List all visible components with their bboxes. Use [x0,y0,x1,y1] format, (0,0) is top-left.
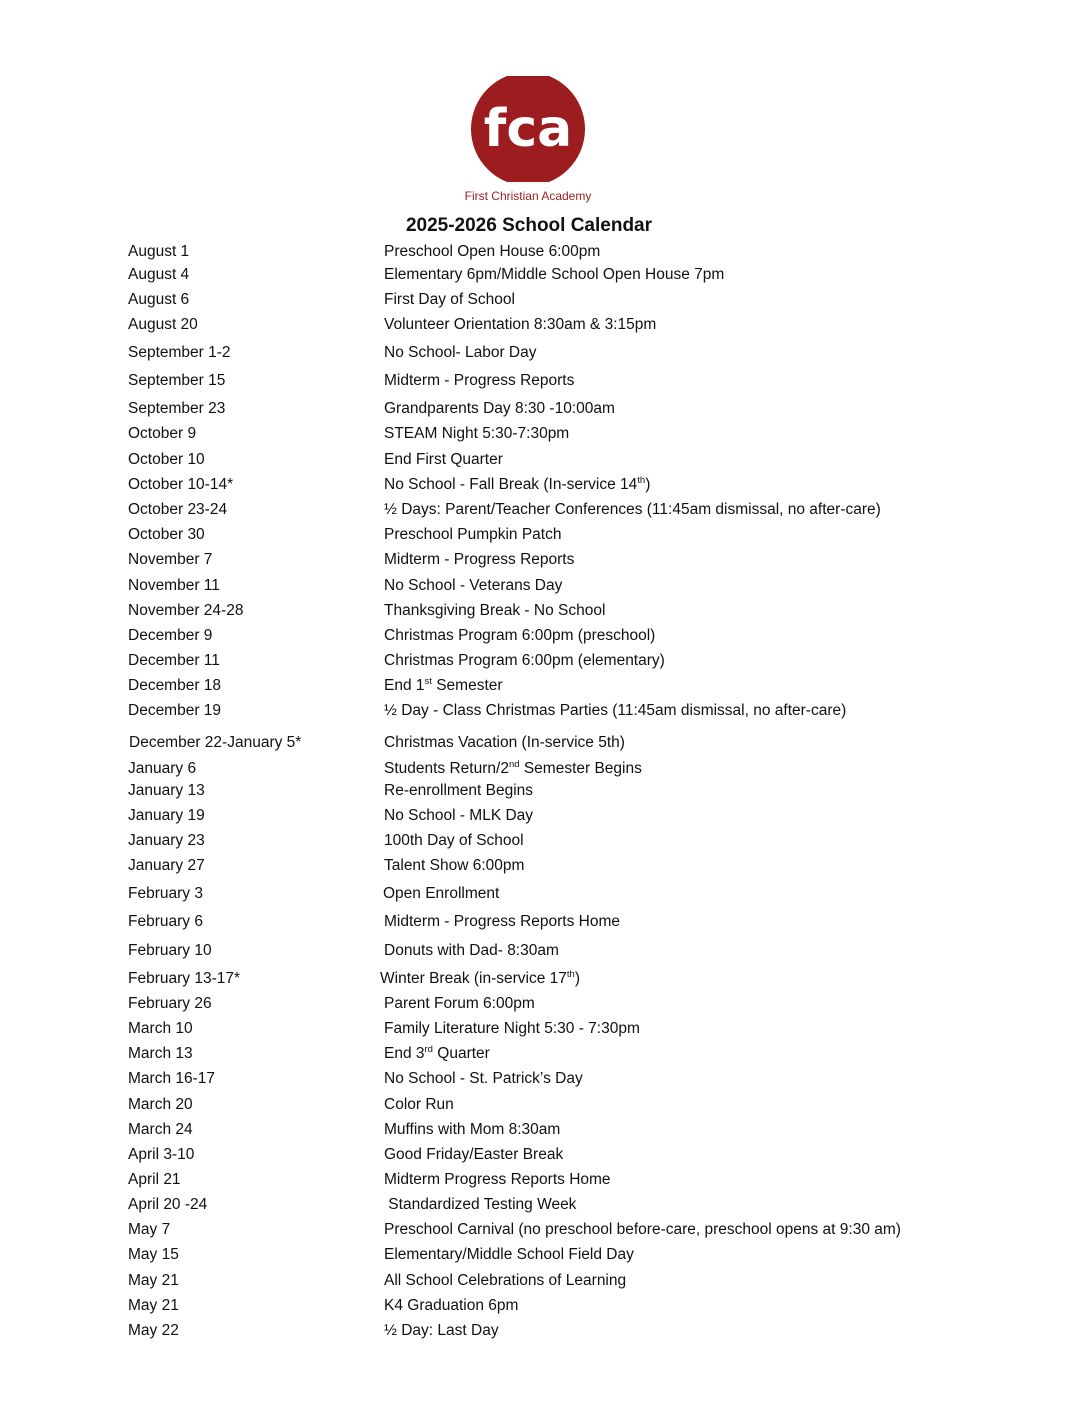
event-text-tail: ) [574,970,581,987]
event-description [384,474,650,496]
event-date: December 22-January 5* [129,734,302,751]
event-date: May 22 [128,1322,179,1339]
event-date: October 23-24 [128,501,228,518]
event-text: End 1 [384,677,425,694]
event-text: Volunteer Orientation 8:30am & 3:15pm [384,316,657,333]
event-text: Christmas Vacation (In-service 5th) [384,734,625,751]
event-date: December 18 [128,677,222,694]
event-ordinal-suffix: nd [508,759,520,770]
event-text: Grandparents Day 8:30 -10:00am [384,400,615,417]
event-description [384,241,600,263]
event-text: Winter Break (in-service 17 [380,970,567,987]
event-date: March 24 [128,1121,193,1138]
calendar-row [0,423,1088,445]
event-date: April 3-10 [128,1146,195,1163]
event-date: May 21 [128,1297,179,1314]
calendar-row [0,264,1088,286]
event-description [384,314,656,336]
event-description [384,499,881,521]
event-text: First Day of School [384,291,515,308]
event-text: No School - St. Patrick’s Day [384,1070,583,1087]
event-date: September 1-2 [128,344,231,361]
calendar-row [0,1219,1088,1241]
event-description [384,342,537,364]
event-date: October 9 [128,425,197,442]
event-text: Family Literature Night 5:30 - 7:30pm [384,1020,640,1037]
event-text: 100th Day of School [384,832,524,849]
event-description [384,625,655,647]
event-description [384,940,559,962]
event-date: January 13 [128,782,205,799]
calendar-row [0,780,1088,802]
calendar-row [0,758,1088,780]
event-date: October 10-14* [128,476,234,493]
event-ordinal-suffix: rd [424,1044,433,1055]
event-text: Students Return/2 [384,760,509,777]
event-text: Donuts with Dad- 8:30am [384,942,559,959]
event-date: February 26 [128,995,212,1012]
calendar-row [0,625,1088,647]
event-text: End First Quarter [384,451,503,468]
event-description [384,423,569,445]
event-text: ½ Day - Class Christmas Parties (11:45am dismissal, no after-care) [384,702,847,719]
event-text: Standardized Testing Week [384,1196,577,1213]
event-text: All School Celebrations of Learning [384,1272,627,1289]
calendar-row [0,289,1088,311]
calendar-row [0,1270,1088,1292]
event-description [384,449,503,471]
event-date: October 10 [128,451,205,468]
event-date: August 20 [128,316,198,333]
calendar-row [0,314,1088,336]
calendar-row [0,650,1088,672]
event-description [384,675,503,697]
event-date: December 9 [128,627,213,644]
event-text: Midterm Progress Reports Home [384,1171,611,1188]
event-text: Christmas Program 6:00pm (preschool) [384,627,656,644]
event-text: No School - Fall Break (In-service 14 [384,476,638,493]
event-date: August 1 [128,243,190,260]
event-description [384,289,515,311]
calendar-row [0,370,1088,392]
event-text: No School - MLK Day [384,807,534,824]
calendar-row [0,911,1088,933]
calendar-row [0,1043,1088,1065]
calendar-row [0,241,1088,263]
event-ordinal-suffix: st [424,676,432,687]
event-date: May 7 [128,1221,171,1238]
event-date: January 6 [128,760,197,777]
event-ordinal-suffix: th [637,475,646,486]
event-date: August 6 [128,291,190,308]
event-date: February 3 [128,885,203,902]
event-description [384,600,605,622]
event-description [384,650,665,672]
event-description [384,830,524,852]
event-date: March 10 [128,1020,193,1037]
event-text: STEAM Night 5:30-7:30pm [384,425,570,442]
calendar-row [0,1144,1088,1166]
event-text: Thanksgiving Break - No School [384,602,606,619]
calendar-row [0,855,1088,877]
event-description [384,1144,563,1166]
calendar-row [0,1018,1088,1040]
event-text: Elementary/Middle School Field Day [384,1246,634,1263]
event-description [384,1094,454,1116]
event-description [384,758,642,780]
calendar-row [0,675,1088,697]
event-text: Preschool Carnival (no preschool before-care, preschool opens at 9:30 am) [384,1221,901,1238]
event-date: January 23 [128,832,205,849]
event-text-tail: Semester Begins [519,760,642,777]
calendar-row [0,700,1088,722]
event-date: March 20 [128,1096,193,1113]
event-description [384,398,615,420]
event-description [384,780,533,802]
event-date: August 4 [128,266,190,283]
calendar-row [0,993,1088,1015]
event-description [384,1219,901,1241]
event-date: February 10 [128,942,212,959]
event-description [384,1320,499,1342]
event-description [384,1295,518,1317]
event-description [384,700,846,722]
calendar-row [0,474,1088,496]
event-text: No School - Veterans Day [384,577,563,594]
event-date: April 20 -24 [128,1196,208,1213]
calendar-row [0,1320,1088,1342]
event-description [384,805,533,827]
event-text: Christmas Program 6:00pm (elementary) [384,652,665,669]
calendar-row [0,1094,1088,1116]
event-description [384,732,625,754]
event-description [384,575,562,597]
event-text: Midterm - Progress Reports [384,551,575,568]
calendar-row [0,732,1088,754]
calendar-row [0,398,1088,420]
event-description [383,883,499,905]
event-date: April 21 [128,1171,181,1188]
event-date: November 11 [128,577,220,594]
event-description [384,1194,576,1216]
calendar-row [0,805,1088,827]
calendar-row [0,883,1088,905]
event-date: February 6 [128,913,203,930]
event-date: November 7 [128,551,213,568]
event-description [380,968,580,990]
event-description [384,993,535,1015]
event-text-tail: Semester [431,677,503,694]
event-date: March 16-17 [128,1070,216,1087]
event-text: Muffins with Mom 8:30am [384,1121,561,1138]
event-description [384,1068,583,1090]
event-description [384,264,724,286]
event-description [384,1244,634,1266]
calendar-row [0,830,1088,852]
calendar-row [0,499,1088,521]
event-date: December 11 [128,652,220,669]
event-text: Open Enrollment [383,885,500,902]
event-text: Preschool Pumpkin Patch [384,526,562,543]
calendar-row [0,1244,1088,1266]
event-date: May 21 [128,1272,179,1289]
event-date: December 19 [128,702,222,719]
logo-text: fca [483,99,573,159]
event-description [384,1119,560,1141]
calendar-row [0,968,1088,990]
calendar-row [0,575,1088,597]
calendar-row [0,1295,1088,1317]
event-date: May 15 [128,1246,179,1263]
event-description [384,855,524,877]
event-description [384,1018,640,1040]
school-name: First Christian Academy [464,189,592,203]
event-text: Preschool Open House 6:00pm [384,243,601,260]
event-text: Elementary 6pm/Middle School Open House 7pm [384,266,725,283]
event-text: Talent Show 6:00pm [384,857,525,874]
event-text-tail: Quarter [432,1045,490,1062]
calendar-row [0,1119,1088,1141]
event-text: Midterm - Progress Reports Home [384,913,621,930]
calendar-row [0,524,1088,546]
calendar-row [0,342,1088,364]
calendar-row [0,600,1088,622]
event-text: Re-enrollment Begins [384,782,534,799]
event-date: January 19 [128,807,205,824]
event-text: K4 Graduation 6pm [384,1297,519,1314]
event-description [384,1169,611,1191]
event-description [384,370,574,392]
page-title: 2025-2026 School Calendar [405,215,653,236]
event-date: September 15 [128,372,226,389]
event-text: ½ Days: Parent/Teacher Conferences (11:45am dismissal, no after-care) [384,501,881,518]
event-date: March 13 [128,1045,193,1062]
event-description [384,524,561,546]
event-text-tail: ) [645,476,651,493]
calendar-row [0,1068,1088,1090]
event-text: Parent Forum 6:00pm [384,995,535,1012]
calendar-row [0,940,1088,962]
event-description [384,911,620,933]
event-description [384,1043,490,1065]
event-text: Color Run [384,1096,454,1113]
event-text: Midterm - Progress Reports [384,372,575,389]
event-text: No School- Labor Day [384,344,537,361]
event-date: November 24-28 [128,602,244,619]
calendar-row [0,1194,1088,1216]
event-description [384,1270,626,1292]
event-date: February 13-17* [128,970,241,987]
event-text: Good Friday/Easter Break [384,1146,564,1163]
event-description [384,549,574,571]
event-date: January 27 [128,857,205,874]
calendar-row [0,549,1088,571]
event-date: September 23 [128,400,226,417]
calendar-row [0,449,1088,471]
calendar-row [0,1169,1088,1191]
event-date: October 30 [128,526,205,543]
event-text: End 3 [384,1045,425,1062]
event-ordinal-suffix: th [566,969,575,980]
event-text: ½ Day: Last Day [384,1322,499,1339]
